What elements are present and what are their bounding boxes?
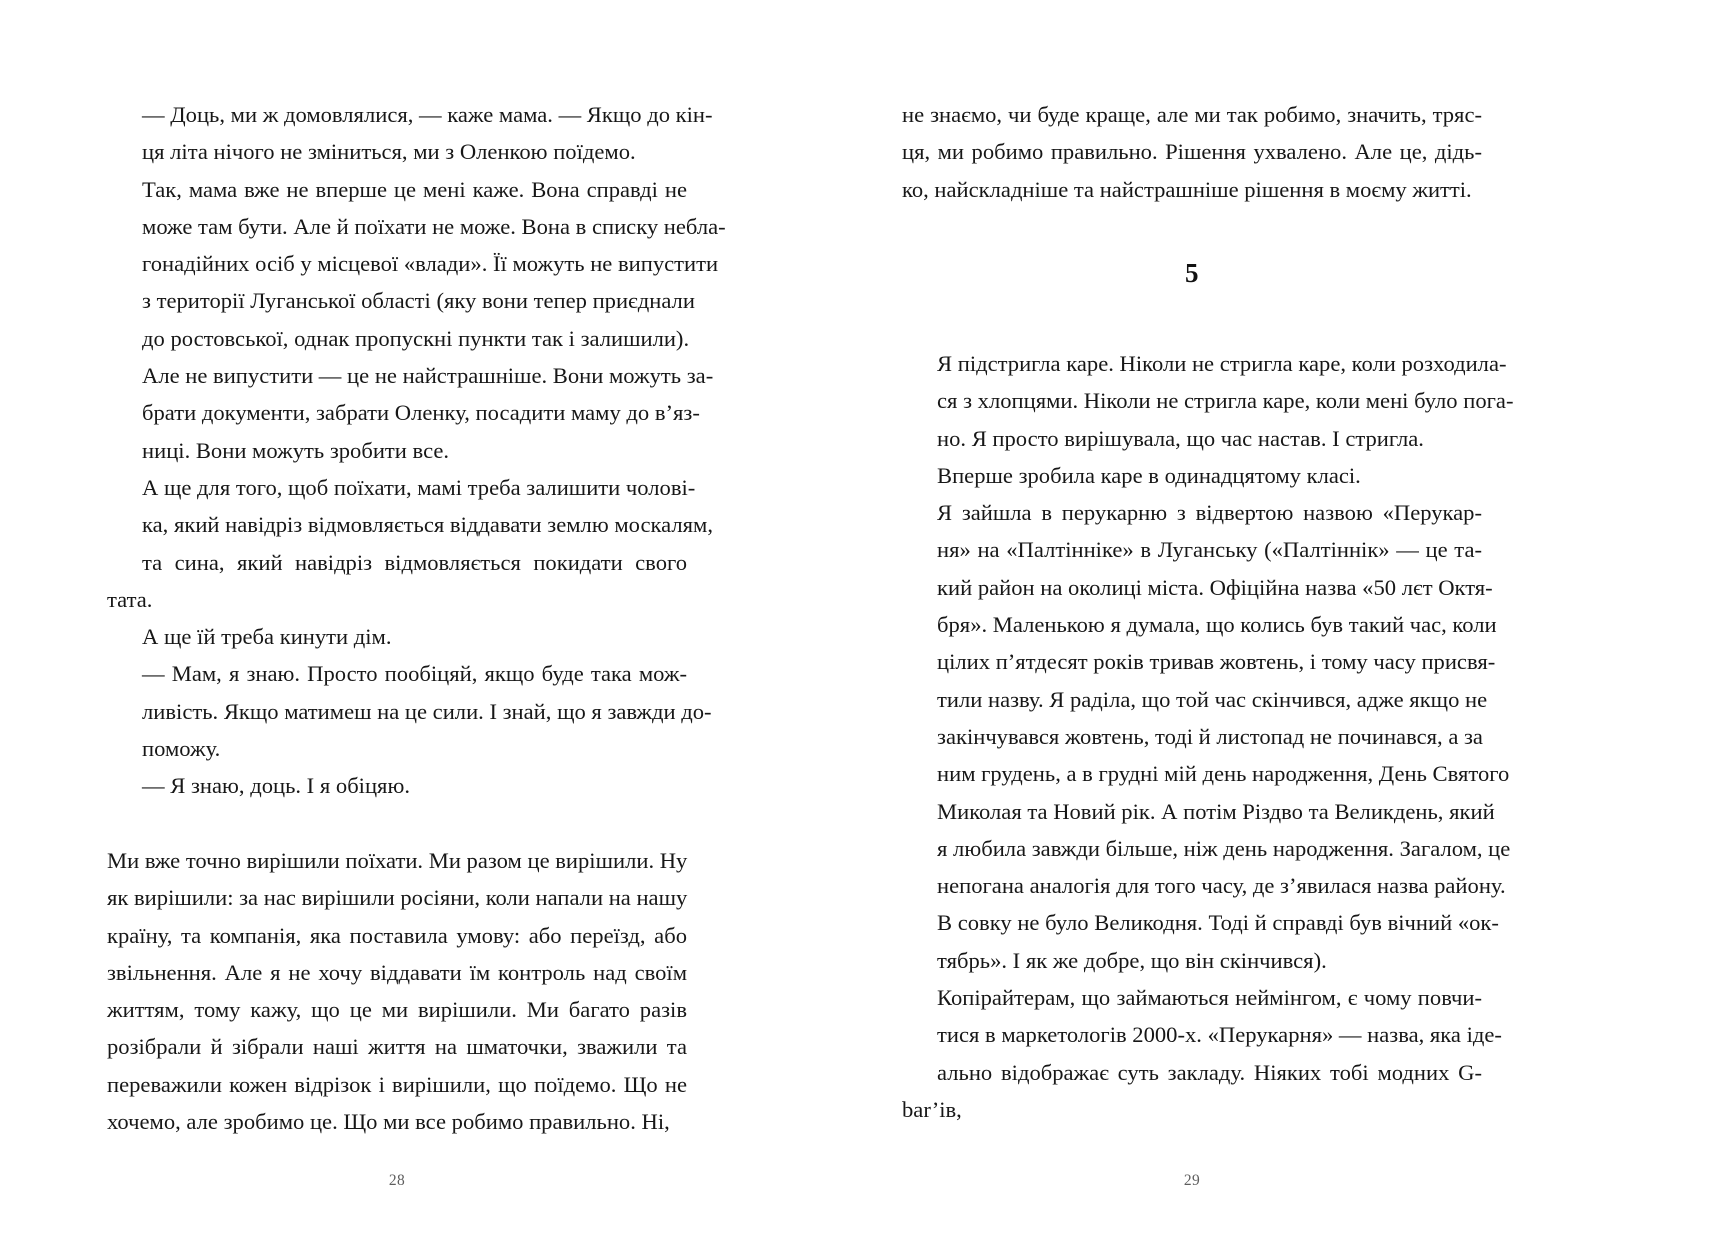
paragraph: [107, 171, 726, 469]
text-line: може там бути. Але й поїхати не може. Вона в списку небла-: [142, 213, 726, 239]
text-line: та сина, який навідріз відмовляється покидати свого тата.: [107, 549, 687, 612]
paragraph: [902, 494, 1511, 979]
text-line: цілих п’ятдесят років тривав жовтень, і тому часу присвя-: [937, 649, 1496, 675]
text-line: кий район на околиці міста. Офіційна назва «50 лєт Октя-: [937, 574, 1493, 600]
text-line: ся з хлопцями. Ніколи не стригла каре, коли мені було пога-: [937, 388, 1514, 414]
text-line: не знаємо, чи буде краще, але ми так робимо, значить, тряс-: [902, 102, 1482, 127]
text-line: тили назву. Я раділа, що той час скінчився, адже якщо не: [937, 686, 1488, 712]
text-line: Я підстригла каре. Ніколи не стригла каре, коли розходила-: [937, 351, 1507, 376]
text-line: бря». Маленькою я думала, що колись був такий час, коли: [937, 612, 1497, 638]
text-line: гонадійних осіб у місцевої «влади». Її можуть не випустити: [142, 251, 719, 277]
text-line: Вперше зробила каре в одинадцятому класі.: [937, 462, 1361, 488]
paragraph: [107, 96, 713, 171]
text-line: ко, найскладніше та найстрашніше рішення в моєму житті.: [902, 176, 1472, 202]
text-line: — Мам, я знаю. Просто пообіцяй, якщо буде така мож-: [142, 661, 687, 687]
paragraph: [107, 469, 714, 618]
paragraph: [107, 618, 687, 655]
text-line: А ще їй треба кинути дім.: [142, 624, 392, 650]
text-line: звільнення. Але я не хочу віддавати їм контроль над своїм: [107, 959, 687, 985]
text-line: до ростовської, однак пропускні пункти так і залишили).: [142, 325, 690, 351]
text-line: ка, який навідріз відмовляється віддавати землю москалям,: [142, 512, 714, 538]
text-line: поможу.: [142, 736, 221, 762]
text-line: я любила завжди більше, ніж день народження. Загалом, це: [937, 835, 1511, 861]
page-number-left: 28: [388, 1172, 406, 1189]
text-line: Так, мама вже не вперше це мені каже. Вона справді не: [142, 176, 687, 202]
paragraph: [902, 345, 1514, 457]
text-line: В совку не було Великодня. Тоді й справді був вічний «ок-: [937, 910, 1499, 936]
text-line: А ще для того, щоб поїхати, мамі треба залишити чолові-: [142, 474, 696, 500]
page-right: [857, 0, 1713, 1258]
text-line: Ми вже точно вирішили поїхати. Ми разом це вирішили. Ну: [107, 847, 688, 873]
text-line: ниці. Вони можуть зробити все.: [142, 437, 450, 463]
page-left: [0, 0, 856, 1258]
text-line: тябрь». І як же добре, що він скінчився).: [937, 947, 1327, 973]
text-line: Миколая та Новий рік. А потім Різдво та Великдень, який: [937, 798, 1495, 824]
text-line: но. Я просто вирішувала, що час настав. І стригла.: [937, 425, 1424, 451]
text-line: ним грудень, а в грудні мій день народження, День Святого: [937, 761, 1510, 787]
paragraph: [902, 457, 1482, 494]
paragraph: [107, 842, 687, 1140]
chapter-number-heading: 5: [1185, 258, 1199, 288]
page-right-textblock-body: [902, 345, 1514, 1128]
paragraph: [107, 655, 712, 767]
text-line: — Доць, ми ж домовлялися, — каже мама. — Якщо до кін-: [142, 102, 713, 127]
text-line: ливість. Якщо матимеш на це сили. І знай, що я завжди до-: [142, 698, 712, 724]
text-line: розібрали й зібрали наші життя на шматочки, зважили та: [107, 1034, 687, 1060]
text-line: — Я знаю, доць. І я обіцяю.: [142, 773, 410, 799]
text-line: Я зайшла в перукарню з відвертою назвою «Перукар-: [937, 500, 1482, 526]
text-line: ально відображає суть закладу. Ніяких тобі модних G-bar’ів,: [902, 1059, 1482, 1122]
page-right-textblock-top: [902, 96, 1482, 208]
page-left-textblock: [107, 96, 726, 1140]
text-line: переважили кожен відрізок і вирішили, що поїдемо. Що не: [107, 1071, 687, 1097]
text-line: ня» на «Палтінніке» в Луганську («Палтіннік» — це та-: [937, 537, 1482, 563]
text-line: хочемо, але зробимо це. Що ми все робимо правильно. Ні,: [107, 1109, 670, 1135]
text-line: з території Луганської області (яку вони тепер приєднали: [142, 288, 695, 314]
paragraph: [107, 767, 687, 804]
paragraph: [902, 96, 1482, 208]
text-line: тися в маркетологів 2000-х. «Перукарня» — назва, яка іде-: [937, 1022, 1502, 1048]
text-line: закінчувався жовтень, тоді й листопад не починався, а за: [937, 723, 1483, 749]
text-line: ця, ми робимо правильно. Рішення ухвалено. Але це, дідь-: [902, 139, 1482, 165]
paragraph: [902, 979, 1502, 1128]
text-line: ця літа нічого не зміниться, ми з Оленкою поїдемо.: [142, 139, 636, 165]
text-line: Але не випустити — це не найстрашніше. Вони можуть за-: [142, 363, 714, 389]
text-line: брати документи, забрати Оленку, посадити маму до в’яз-: [142, 400, 700, 426]
text-line: непогана аналогія для того часу, де з’явилася назва району.: [937, 873, 1506, 899]
page-number-right: 29: [1183, 1172, 1201, 1189]
text-line: як вирішили: за нас вирішили росіяни, коли напали на нашу: [107, 885, 688, 911]
text-line: країну, та компанія, яка поставила умову: або переїзд, або: [107, 922, 687, 948]
text-line: життям, тому кажу, що це ми вирішили. Ми багато разів: [107, 997, 687, 1023]
text-line: Копірайтерам, що займаються неймінгом, є чому повчи-: [937, 985, 1482, 1011]
